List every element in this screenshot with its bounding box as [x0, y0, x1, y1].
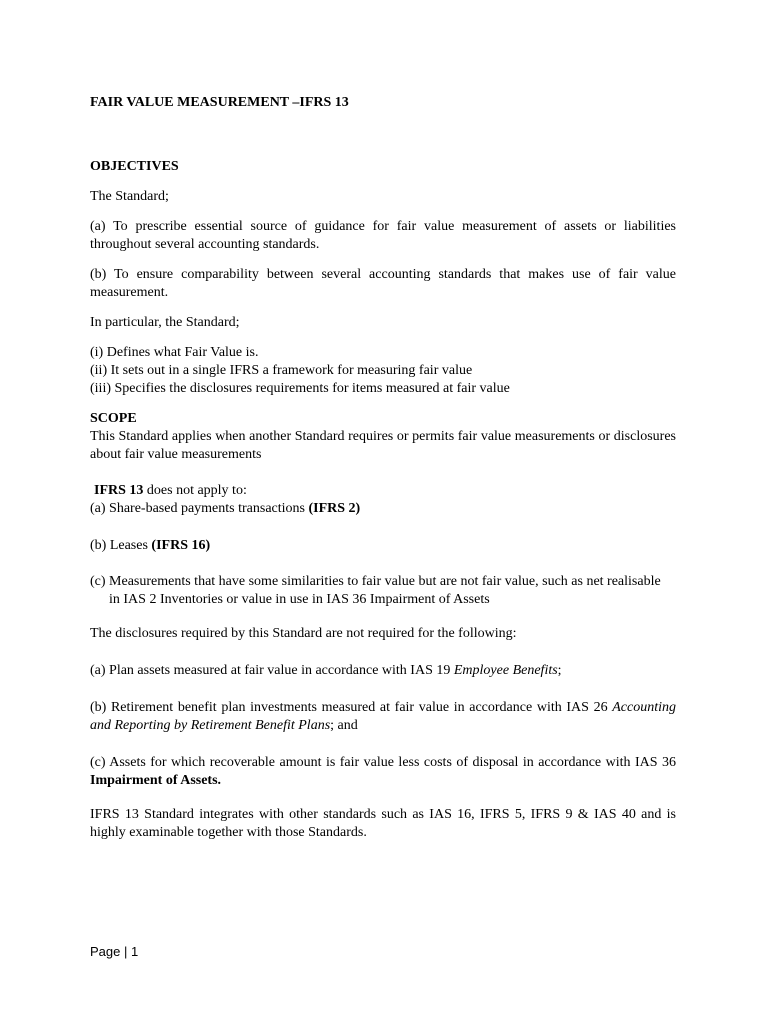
- objectives-list-item: (i) Defines what Fair Value is.: [90, 345, 259, 360]
- objectives-list-item: (iii) Specifies the disclosures requirements for items measured at fair value: [90, 381, 510, 396]
- document-page: [90, 94, 676, 842]
- scope-item-b-text: (b) Leases: [90, 538, 152, 553]
- disclosures-intro: The disclosures required by this Standard are not required for the following:: [90, 626, 517, 641]
- objectives-item-a: (a) To prescribe essential source of guidance for fair value measurement of assets or liabilities throughout several accounting standards.: [90, 219, 676, 252]
- scope-not-apply-bold: IFRS 13: [94, 483, 144, 498]
- objectives-intro: The Standard;: [90, 189, 169, 204]
- scope-item-a-bold: (IFRS 2): [308, 501, 361, 516]
- disclosures-item-c: [90, 754, 676, 790]
- page-number-footer: Page | 1: [90, 944, 139, 959]
- scope-item-b: [90, 537, 676, 555]
- scope-item-c: (c) Measurements that have some similarities to fair value but are not fair value, such as net realisable in IAS 2 Inventories or value in use in IAS 36 Impairment of Assets: [90, 574, 661, 607]
- scope-not-apply: [90, 482, 676, 500]
- scope-text: This Standard applies when another Standard requires or permits fair value measurements or disclosures about fair value measurements: [90, 429, 676, 462]
- disclosures-item-b-italic: Accounting and Reporting by Retirement Benefit Plans: [90, 700, 676, 733]
- disclosures-item-a-italic: Employee Benefits: [453, 663, 558, 678]
- scope-heading: SCOPE: [90, 411, 137, 426]
- disclosures-item-a: [90, 662, 676, 680]
- scope-not-apply-rest: does not apply to:: [143, 483, 247, 498]
- disclosures-item-c-text: (c) Assets for which recoverable amount is fair value less costs of disposal in accordance with IAS 36: [90, 755, 676, 770]
- disclosures-item-b-end: ; and: [330, 718, 358, 733]
- document-title: FAIR VALUE MEASUREMENT –IFRS 13: [90, 95, 349, 110]
- scope-item-a: [90, 500, 676, 518]
- objectives-list: [90, 344, 676, 398]
- objectives-item-b: (b) To ensure comparability between several accounting standards that makes use of fair value measurement.: [90, 267, 676, 300]
- closing-paragraph: IFRS 13 Standard integrates with other standards such as IAS 16, IFRS 5, IFRS 9 & IAS 40 and is highly examinable together with those Standards.: [90, 807, 676, 840]
- objectives-particular: In particular, the Standard;: [90, 315, 240, 330]
- objectives-heading: OBJECTIVES: [90, 159, 179, 174]
- disclosures-item-b: [90, 699, 676, 735]
- scope-item-a-text: (a) Share-based payments transactions: [90, 501, 309, 516]
- disclosures-item-b-text: (b) Retirement benefit plan investments measured at fair value in accordance with IAS 26: [90, 700, 613, 715]
- disclosures-item-a-end: ;: [557, 663, 562, 678]
- scope-item-b-bold: (IFRS 16): [151, 538, 211, 553]
- disclosures-item-a-text: (a) Plan assets measured at fair value in accordance with IAS 19: [90, 663, 454, 678]
- disclosures-item-c-bold: Impairment of Assets.: [90, 773, 222, 788]
- objectives-list-item: (ii) It sets out in a single IFRS a framework for measuring fair value: [90, 363, 473, 378]
